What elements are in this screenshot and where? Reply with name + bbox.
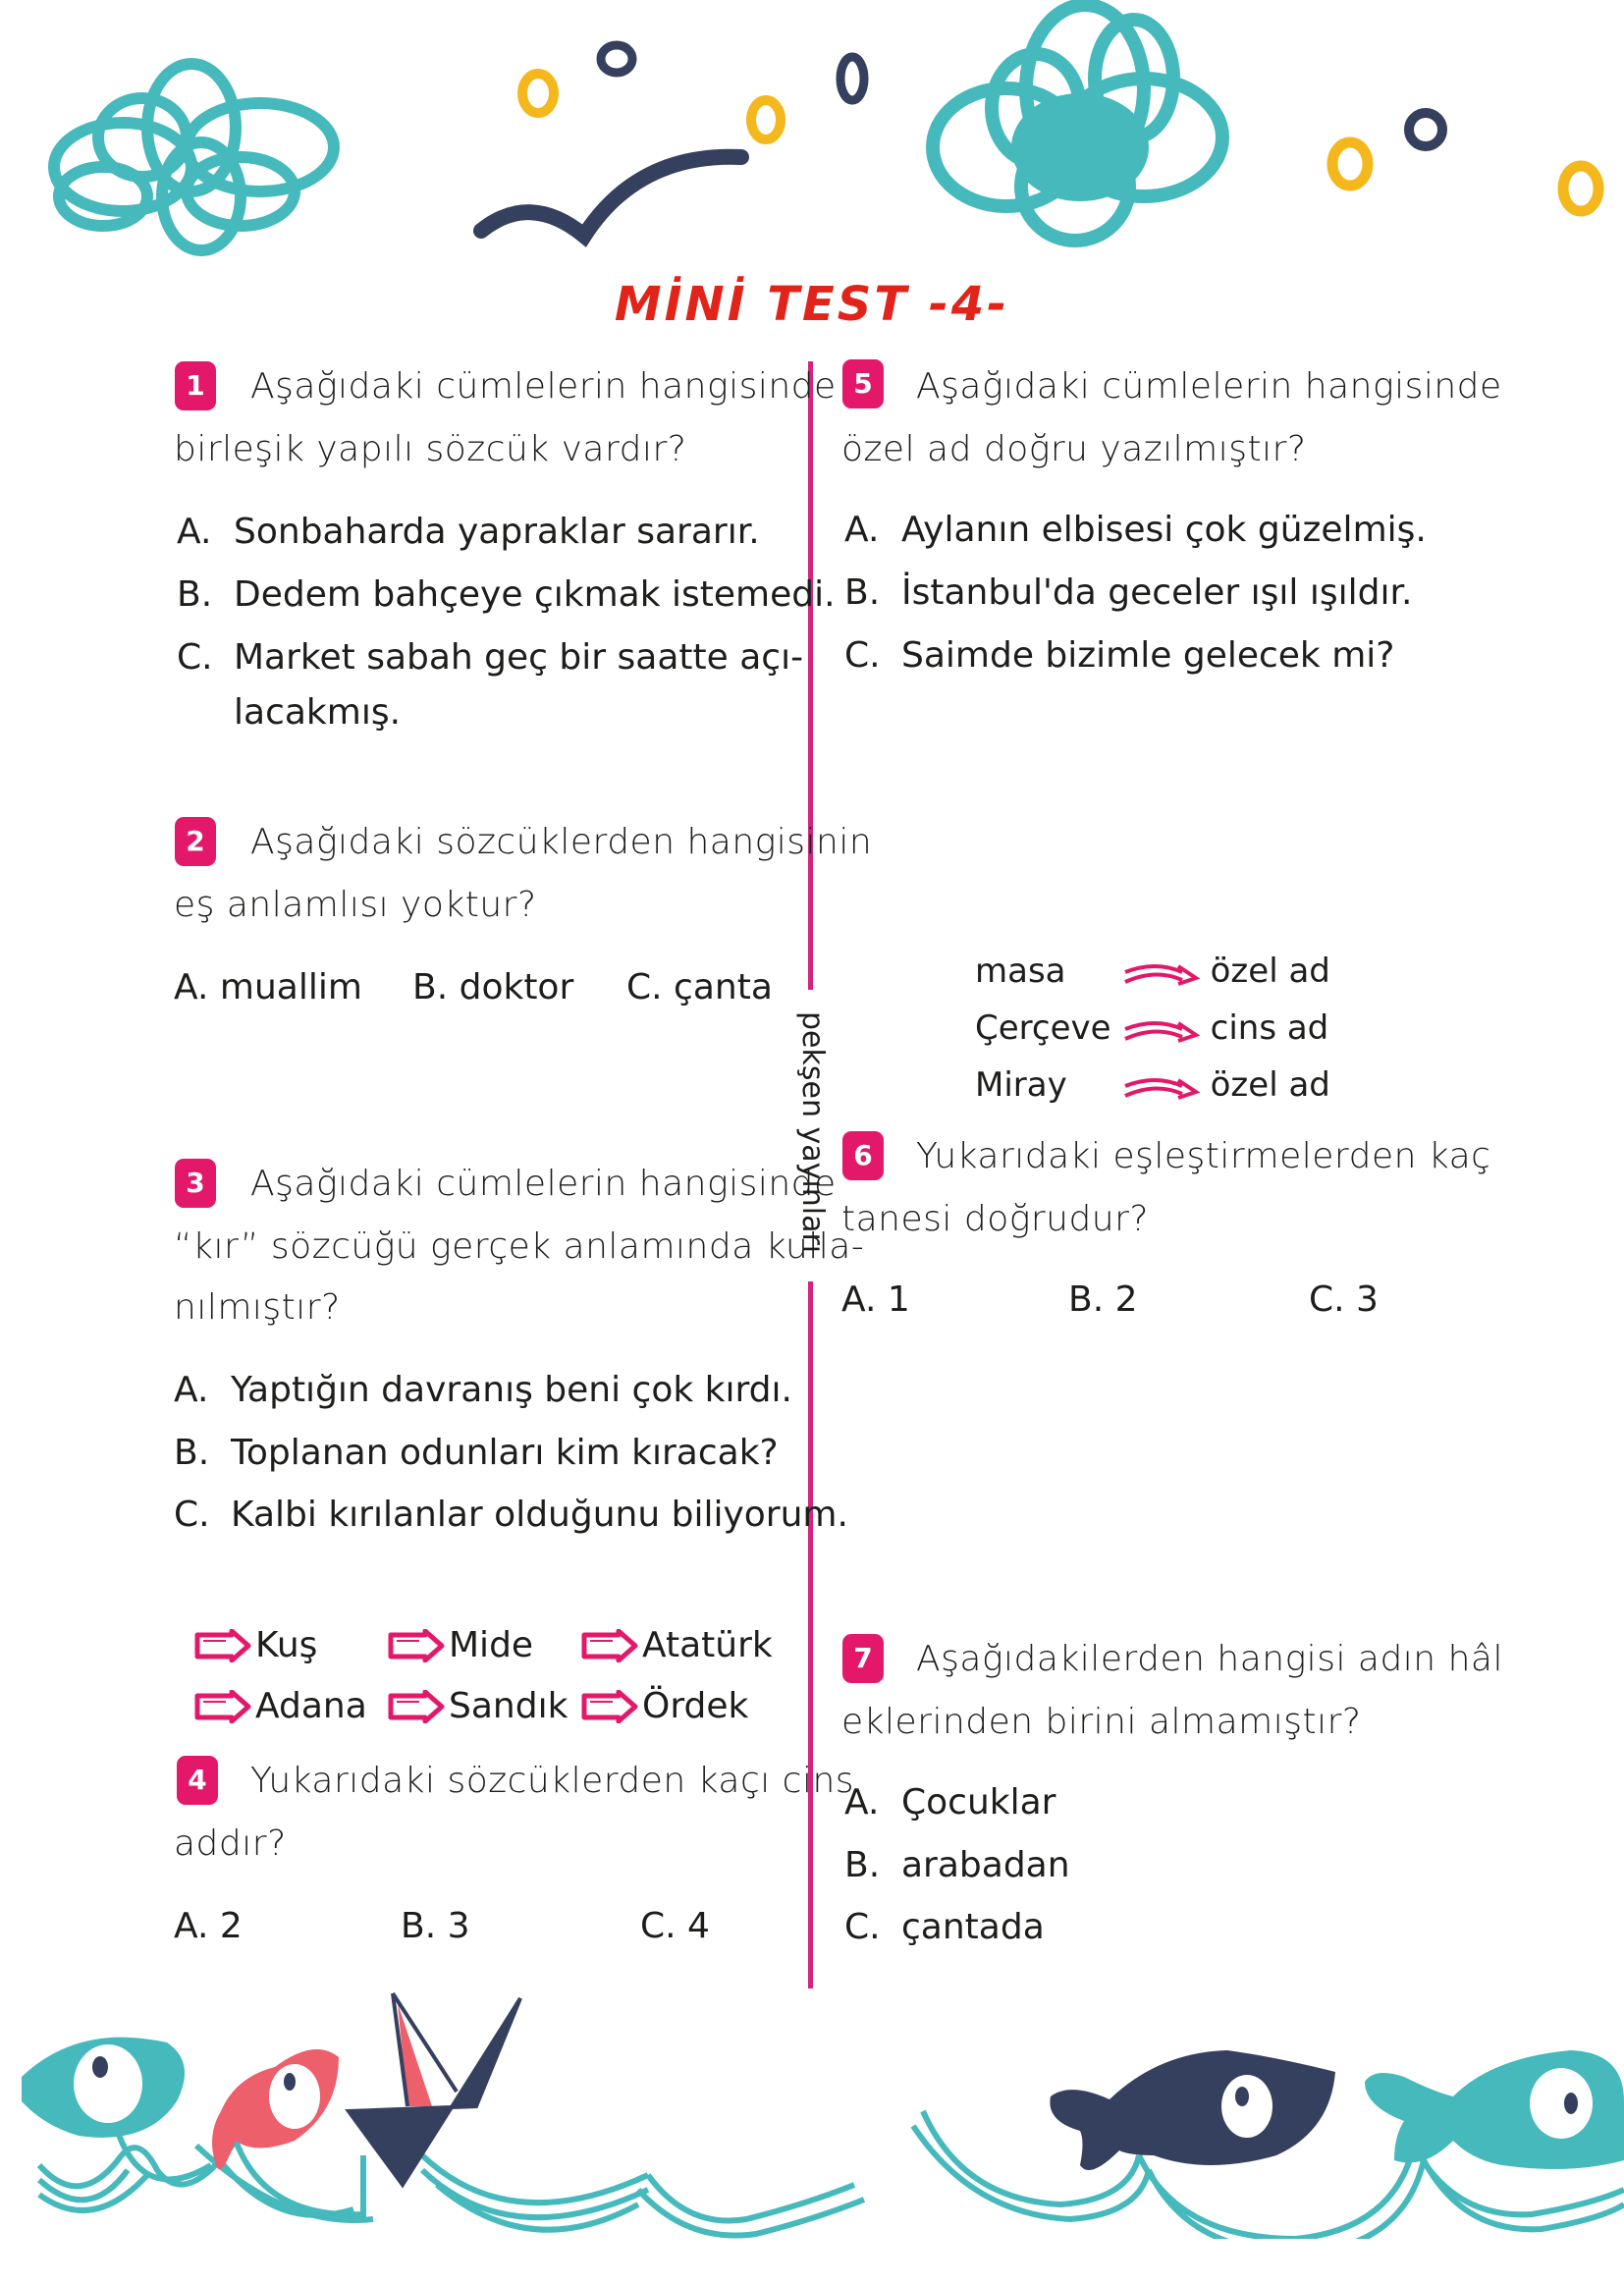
scribble-cloud-left-icon — [25, 49, 363, 260]
word-item: Mide — [388, 1628, 533, 1663]
option-c[interactable]: C. 4 — [640, 1906, 710, 1946]
pointer-arrow-icon — [194, 1629, 251, 1662]
pointer-arrow-icon — [194, 1690, 251, 1723]
column-divider — [808, 1281, 813, 1988]
option-c[interactable]: C. Saimde bizimle gelecek mi? — [844, 635, 1395, 676]
option-b[interactable]: B. İstanbul'da geceler ışıl ışıldır. — [844, 572, 1413, 613]
question-text: Aşağıdaki cümlelerin hangisinde — [916, 366, 1502, 407]
question-text: özel ad doğru yazılmıştır? — [841, 429, 1307, 469]
option-a[interactable]: A. 1 — [841, 1279, 910, 1320]
question-text: Aşağıdaki cümlelerin hangisinde — [250, 1164, 837, 1204]
question-text: Aşağıdaki cümlelerin hangisinde — [250, 366, 837, 407]
question-text: eklerinden birini almamıştır? — [841, 1702, 1362, 1742]
word-item: Adana — [194, 1689, 367, 1724]
option-a[interactable]: A. 2 — [174, 1906, 243, 1946]
option-a[interactable]: A. Çocuklar — [844, 1782, 1056, 1823]
yellow-ring-icon — [514, 64, 563, 123]
navy-ring-icon — [833, 47, 872, 111]
pointer-arrow-icon — [388, 1690, 445, 1723]
pointer-arrow-icon — [388, 1629, 445, 1662]
option-b[interactable]: B. 2 — [1068, 1279, 1138, 1320]
question-text: nılmıştır? — [174, 1287, 341, 1328]
question-text: Aşağıdaki sözcüklerden hangisinin — [250, 822, 873, 862]
question-number-badge: 1 — [175, 361, 216, 410]
option-c[interactable]: C. Market sabah geç bir saatte açı- — [177, 637, 804, 678]
match-row — [975, 1065, 1330, 1105]
option-c-continuation: lacakmış. — [234, 692, 402, 733]
coral-fish-icon — [212, 2049, 339, 2169]
navy-ring-icon — [592, 34, 641, 83]
question-text: “kır” sözcüğü gerçek anlamında kulla- — [174, 1226, 865, 1267]
word-item: Ördek — [581, 1689, 748, 1724]
match-word: Çerçeve — [975, 1008, 1111, 1048]
yellow-ring-icon — [1321, 133, 1380, 196]
option-a[interactable]: A. muallim — [174, 967, 362, 1007]
option-b[interactable]: B. Dedem bahçeye çıkmak istemedi. — [177, 574, 836, 615]
match-word: Miray — [975, 1065, 1067, 1105]
option-c[interactable]: C. 3 — [1309, 1279, 1379, 1320]
question-number-badge: 7 — [842, 1634, 884, 1683]
word-item: Atatürk — [581, 1628, 773, 1663]
match-type: özel ad — [1210, 952, 1330, 991]
column-divider — [808, 361, 813, 990]
curved-arrow-icon — [1121, 958, 1200, 988]
curved-arrow-icon — [1121, 1072, 1200, 1102]
yellow-ring-icon — [1551, 157, 1610, 221]
teal-fish-right-icon — [1365, 2050, 1624, 2169]
bird-icon — [471, 142, 756, 250]
pointer-arrow-icon — [581, 1629, 638, 1662]
option-c[interactable]: C. çantada — [844, 1907, 1045, 1947]
navy-ring-icon — [1399, 103, 1453, 157]
option-c[interactable]: C. Kalbi kırılanlar olduğunu biliyorum. — [174, 1495, 848, 1535]
question-text: eş anlamlısı yoktur? — [174, 885, 537, 925]
scribble-cloud-right-icon — [908, 0, 1262, 255]
question-text: birleşik yapılı sözcük vardır? — [174, 429, 687, 469]
word-item: Kuş — [194, 1628, 317, 1663]
question-text: addır? — [174, 1823, 287, 1864]
question-number-badge: 4 — [177, 1756, 218, 1805]
question-number-badge: 2 — [175, 817, 216, 866]
match-word: masa — [975, 952, 1066, 991]
option-a[interactable]: A. Aylanın elbisesi çok güzelmiş. — [844, 510, 1427, 550]
question-number-badge: 5 — [842, 359, 884, 408]
question-text: tanesi doğrudur? — [841, 1199, 1150, 1239]
yellow-ring-icon — [741, 90, 790, 149]
option-b[interactable]: B. arabadan — [844, 1845, 1070, 1885]
question-text: Yukarıdaki sözcüklerden kaçı cins — [250, 1761, 855, 1801]
match-type: cins ad — [1210, 1008, 1329, 1048]
navy-fish-icon — [1050, 2050, 1335, 2170]
page-title: MİNİ TEST -4- — [614, 277, 1010, 332]
match-row — [975, 1008, 1329, 1048]
option-c[interactable]: C. çanta — [626, 967, 773, 1007]
option-b[interactable]: B. doktor — [412, 967, 574, 1007]
curved-arrow-icon — [1121, 1015, 1200, 1045]
pointer-arrow-icon — [581, 1690, 638, 1723]
question-text: Aşağıdakilerden hangisi adın hâl — [916, 1639, 1503, 1679]
match-row — [975, 952, 1330, 991]
word-item: Sandık — [388, 1689, 568, 1724]
option-b[interactable]: B. 3 — [401, 1906, 470, 1946]
ocean-waves-illustration — [0, 1984, 1624, 2239]
teal-fish-left-icon — [22, 2038, 185, 2138]
paper-boat-icon — [349, 1993, 520, 2185]
option-a[interactable]: A. Yaptığın davranış beni çok kırdı. — [174, 1370, 792, 1410]
option-b[interactable]: B. Toplanan odunları kim kıracak? — [174, 1433, 779, 1473]
publisher-brand: pekşen yayınları — [795, 1011, 830, 1254]
question-text: Yukarıdaki eşleştirmelerden kaç — [916, 1136, 1491, 1176]
question-number-badge: 6 — [842, 1131, 884, 1180]
question-number-badge: 3 — [175, 1159, 216, 1208]
match-type: özel ad — [1210, 1065, 1330, 1105]
option-a[interactable]: A. Sonbaharda yapraklar sararır. — [177, 512, 760, 552]
